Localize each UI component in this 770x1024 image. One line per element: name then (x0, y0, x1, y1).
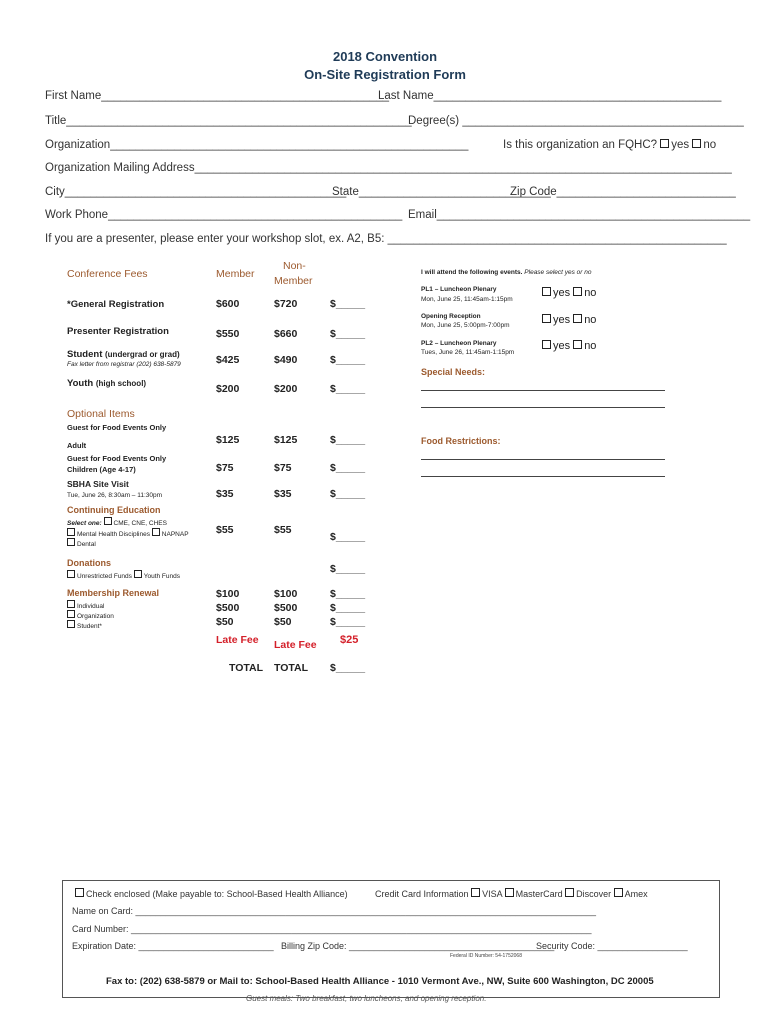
food-restrictions-line-2[interactable] (421, 476, 665, 477)
student-member-price: $425 (216, 354, 240, 366)
youth-label-main: Youth (67, 378, 94, 389)
federal-id: Federal ID Number: 54-1752068 (450, 953, 522, 959)
visa-checkbox[interactable] (471, 888, 480, 897)
presenter-amount-blank[interactable]: $_____ (330, 328, 366, 340)
work-phone-field[interactable]: Work Phone______________________________________________ (45, 209, 403, 221)
zip-field[interactable]: Zip Code____________________________ (510, 186, 736, 198)
guest-child-label-1: Guest for Food Events Only (67, 454, 167, 463)
amex-label: Amex (624, 889, 648, 899)
event-pl2-yes-checkbox[interactable] (542, 340, 551, 349)
email-field[interactable]: Email_________________________________________________ (408, 209, 751, 221)
check-label: Check enclosed (Make payable to: School-Based Health Alliance) (86, 889, 348, 899)
ce-nonmember-price: $55 (274, 524, 292, 536)
membership-organization-label: Organization (77, 613, 114, 620)
youth-label-sub: (high school) (95, 379, 147, 388)
general-registration-label: *General Registration (67, 299, 165, 310)
ce-member-price: $55 (216, 524, 234, 536)
special-needs-line-2[interactable] (421, 407, 665, 408)
event-pl2-choice (542, 340, 596, 352)
ce-cme-label: CME, CNE, CHES (113, 520, 167, 527)
general-nonmember-price: $720 (274, 298, 298, 310)
degree-field[interactable]: Degree(s) ____________________________________________ (408, 115, 744, 127)
membership-individual-member-price: $100 (216, 588, 240, 600)
fqhc-question (503, 139, 716, 151)
ce-select-label: Select one: (67, 520, 102, 527)
youth-nonmember-price: $200 (274, 383, 298, 395)
donation-youth-label: Youth Funds (143, 573, 180, 580)
sbha-site-visit-time: Tue, June 26, 8:30am – 11:30pm (67, 492, 163, 499)
fqhc-yes-checkbox[interactable] (660, 139, 669, 148)
amex-checkbox[interactable] (614, 888, 623, 897)
student-fax-note: Fax letter from registrar (202) 638-5879 (67, 361, 181, 368)
form-subtitle: On-Site Registration Form (304, 67, 466, 82)
student-amount-blank[interactable]: $_____ (330, 354, 366, 366)
event-pl2-no-label: no (584, 340, 597, 352)
membership-organization-member-price: $500 (216, 602, 240, 614)
donation-unrestricted-checkbox[interactable] (67, 570, 75, 578)
late-fee-nonmember-label: Late Fee (274, 639, 317, 651)
guest-child-label-2: Children (Age 4-17) (67, 465, 136, 474)
ce-napnap-label: NAPNAP (161, 531, 189, 538)
fax-mail-instructions: Fax to: (202) 638-5879 or Mail to: School-Based Health Alliance - 1010 Vermont Ave., NW, Suite 600 Washington, DC 20005 (106, 976, 654, 987)
guest-adult-nonmember-price: $125 (274, 434, 298, 446)
nonmember-column-heading-1: Non- (283, 260, 306, 272)
mastercard-label: MasterCard (515, 889, 563, 899)
student-label-main: Student (67, 349, 103, 360)
state-field[interactable]: State______________________________ (332, 186, 551, 198)
youth-label (67, 378, 146, 389)
membership-organization-option (67, 610, 114, 620)
presenter-slot-field[interactable]: If you are a presenter, please enter your workshop slot, ex. A2, B5: _____________________________________________________ (45, 233, 727, 245)
event-pl2-no-checkbox[interactable] (573, 340, 582, 349)
youth-member-price: $200 (216, 383, 240, 395)
general-amount-blank[interactable]: $_____ (330, 298, 366, 310)
event-pl1-yes-label: yes (553, 287, 571, 299)
ce-napnap-checkbox[interactable] (152, 528, 160, 536)
ce-select-row (67, 517, 167, 527)
general-member-price: $600 (216, 298, 240, 310)
guest-child-member-price: $75 (216, 462, 234, 474)
membership-individual-amount-blank[interactable]: $_____ (330, 588, 366, 600)
total-member-label: TOTAL (229, 662, 264, 674)
ce-mental-health-label: Mental Health Disciplines (77, 531, 150, 538)
organization-field[interactable]: Organization________________________________________________________ (45, 139, 469, 151)
ce-amount-blank[interactable]: $_____ (330, 531, 366, 543)
visa-label: VISA (482, 889, 503, 899)
event-pl1-time: Mon, June 25, 11:45am-1:15pm (421, 296, 513, 303)
presenter-registration-label: Presenter Registration (67, 326, 169, 337)
form-title: 2018 Convention (332, 49, 438, 64)
event-pl1-yes-checkbox[interactable] (542, 287, 551, 296)
events-heading-italic: Please select yes or no (524, 269, 592, 276)
event-pl1-name: PL1 – Luncheon Plenary (421, 286, 497, 293)
total-amount-blank[interactable]: $_____ (330, 662, 366, 674)
student-label (67, 349, 180, 360)
event-pl2-time: Tues, June 26, 11:45am-1:15pm (421, 349, 515, 356)
discover-checkbox[interactable] (565, 888, 574, 897)
membership-student-option (67, 620, 102, 630)
credit-card-label: Credit Card Information (375, 889, 469, 899)
membership-organization-checkbox[interactable] (67, 610, 75, 618)
check-option (75, 888, 348, 899)
conference-fees-heading: Conference Fees (67, 268, 148, 280)
events-heading-text: I will attend the following events. (421, 269, 523, 276)
membership-organization-nonmember-price: $500 (274, 602, 298, 614)
event-opening-no-checkbox[interactable] (573, 314, 582, 323)
membership-renewal-heading: Membership Renewal (67, 588, 160, 598)
membership-student-checkbox[interactable] (67, 620, 75, 628)
membership-individual-nonmember-price: $100 (274, 588, 298, 600)
continuing-education-heading: Continuing Education (67, 505, 161, 515)
event-pl1-no-label: no (584, 287, 597, 299)
ce-select-row-2 (67, 528, 189, 538)
event-opening-yes-checkbox[interactable] (542, 314, 551, 323)
donation-unrestricted-label: Unrestricted Funds (77, 573, 132, 580)
student-nonmember-price: $490 (274, 354, 298, 366)
discover-label: Discover (576, 889, 612, 899)
ce-dental-checkbox[interactable] (67, 538, 75, 546)
guest-adult-member-price: $125 (216, 434, 240, 446)
guest-adult-label-2: Adult (67, 441, 87, 450)
guest-child-amount-blank[interactable]: $_____ (330, 462, 366, 474)
fqhc-no-checkbox[interactable] (692, 139, 701, 148)
special-needs-line-1[interactable] (421, 390, 665, 391)
event-pl1-choice (542, 287, 596, 299)
optional-items-heading: Optional Items (67, 408, 135, 420)
event-pl2-name: PL2 – Luncheon Plenary (421, 340, 497, 347)
sbha-member-price: $35 (216, 488, 234, 500)
expiration-field[interactable]: Expiration Date: ___________________________ (72, 941, 274, 951)
event-opening-choice (542, 314, 596, 326)
student-label-sub: (undergrad or grad) (105, 350, 180, 359)
first-name-field[interactable]: First Name_____________________________________________ (45, 90, 390, 102)
ce-select-row-3 (67, 538, 96, 548)
ce-mental-health-checkbox[interactable] (67, 528, 75, 536)
mastercard-checkbox[interactable] (505, 888, 514, 897)
fqhc-no-label: no (703, 139, 717, 151)
youth-amount-blank[interactable]: $_____ (330, 383, 366, 395)
event-pl2-yes-label: yes (553, 340, 571, 352)
check-checkbox[interactable] (75, 888, 84, 897)
membership-student-nonmember-price: $50 (274, 616, 292, 628)
name-on-card-field[interactable]: Name on Card: ____________________________________________________________________________________________ (72, 906, 597, 916)
guest-child-nonmember-price: $75 (274, 462, 292, 474)
food-restrictions-line-1[interactable] (421, 459, 665, 460)
guest-adult-amount-blank[interactable]: $_____ (330, 434, 366, 446)
membership-individual-checkbox[interactable] (67, 600, 75, 608)
fqhc-label: Is this organization an FQHC? (503, 139, 658, 151)
mailing-address-field[interactable]: Organization Mailing Address____________________________________________________________________________________ (45, 162, 732, 174)
membership-individual-label: Individual (77, 603, 105, 610)
event-pl1-no-checkbox[interactable] (573, 287, 582, 296)
title-field[interactable]: Title______________________________________________________ (45, 115, 412, 127)
presenter-nonmember-price: $660 (274, 328, 298, 340)
event-opening-yes-label: yes (553, 314, 571, 326)
sbha-nonmember-price: $35 (274, 488, 292, 500)
sbha-amount-blank[interactable]: $_____ (330, 488, 366, 500)
membership-student-member-price: $50 (216, 616, 234, 628)
special-needs-label: Special Needs: (421, 367, 486, 377)
food-restrictions-label: Food Restrictions: (421, 436, 501, 446)
event-opening-no-label: no (584, 314, 597, 326)
sbha-site-visit-label: SBHA Site Visit (67, 479, 129, 489)
total-nonmember-label: TOTAL (274, 662, 309, 674)
card-number-field[interactable]: Card Number: ____________________________________________________________________________________________ (72, 924, 592, 934)
membership-student-label: Student* (77, 623, 102, 630)
member-column-heading: Member (216, 268, 255, 280)
donations-heading: Donations (67, 558, 111, 568)
membership-student-amount-blank[interactable]: $_____ (330, 616, 366, 628)
donations-amount-blank[interactable]: $_____ (330, 563, 366, 575)
event-opening-time: Mon, June 25, 5:00pm-7:00pm (421, 322, 510, 329)
late-fee-member-label: Late Fee (216, 634, 259, 646)
nonmember-column-heading-2: Member (274, 275, 313, 287)
credit-card-options (375, 888, 648, 899)
billing-zip-field[interactable]: Billing Zip Code: _________________________________________ (281, 941, 555, 951)
event-opening-name: Opening Reception (421, 313, 481, 320)
security-code-field[interactable]: Security Code: __________________ (536, 941, 688, 951)
late-fee-amount: $25 (340, 634, 359, 646)
membership-organization-amount-blank[interactable]: $_____ (330, 602, 366, 614)
city-field[interactable]: City____________________________________________ (45, 186, 347, 198)
fqhc-yes-label: yes (671, 139, 690, 151)
ce-dental-label: Dental (77, 541, 96, 548)
ce-cme-checkbox[interactable] (104, 517, 112, 525)
presenter-member-price: $550 (216, 328, 240, 340)
guest-meals-note: Guest meals: Two breakfast, two luncheons, and opening reception. (246, 994, 487, 1003)
donations-options (67, 570, 180, 580)
donation-youth-checkbox[interactable] (134, 570, 142, 578)
membership-individual-option (67, 600, 104, 610)
events-heading (421, 269, 592, 276)
guest-adult-label-1: Guest for Food Events Only (67, 423, 167, 432)
last-name-field[interactable]: Last Name_____________________________________________ (378, 90, 722, 102)
